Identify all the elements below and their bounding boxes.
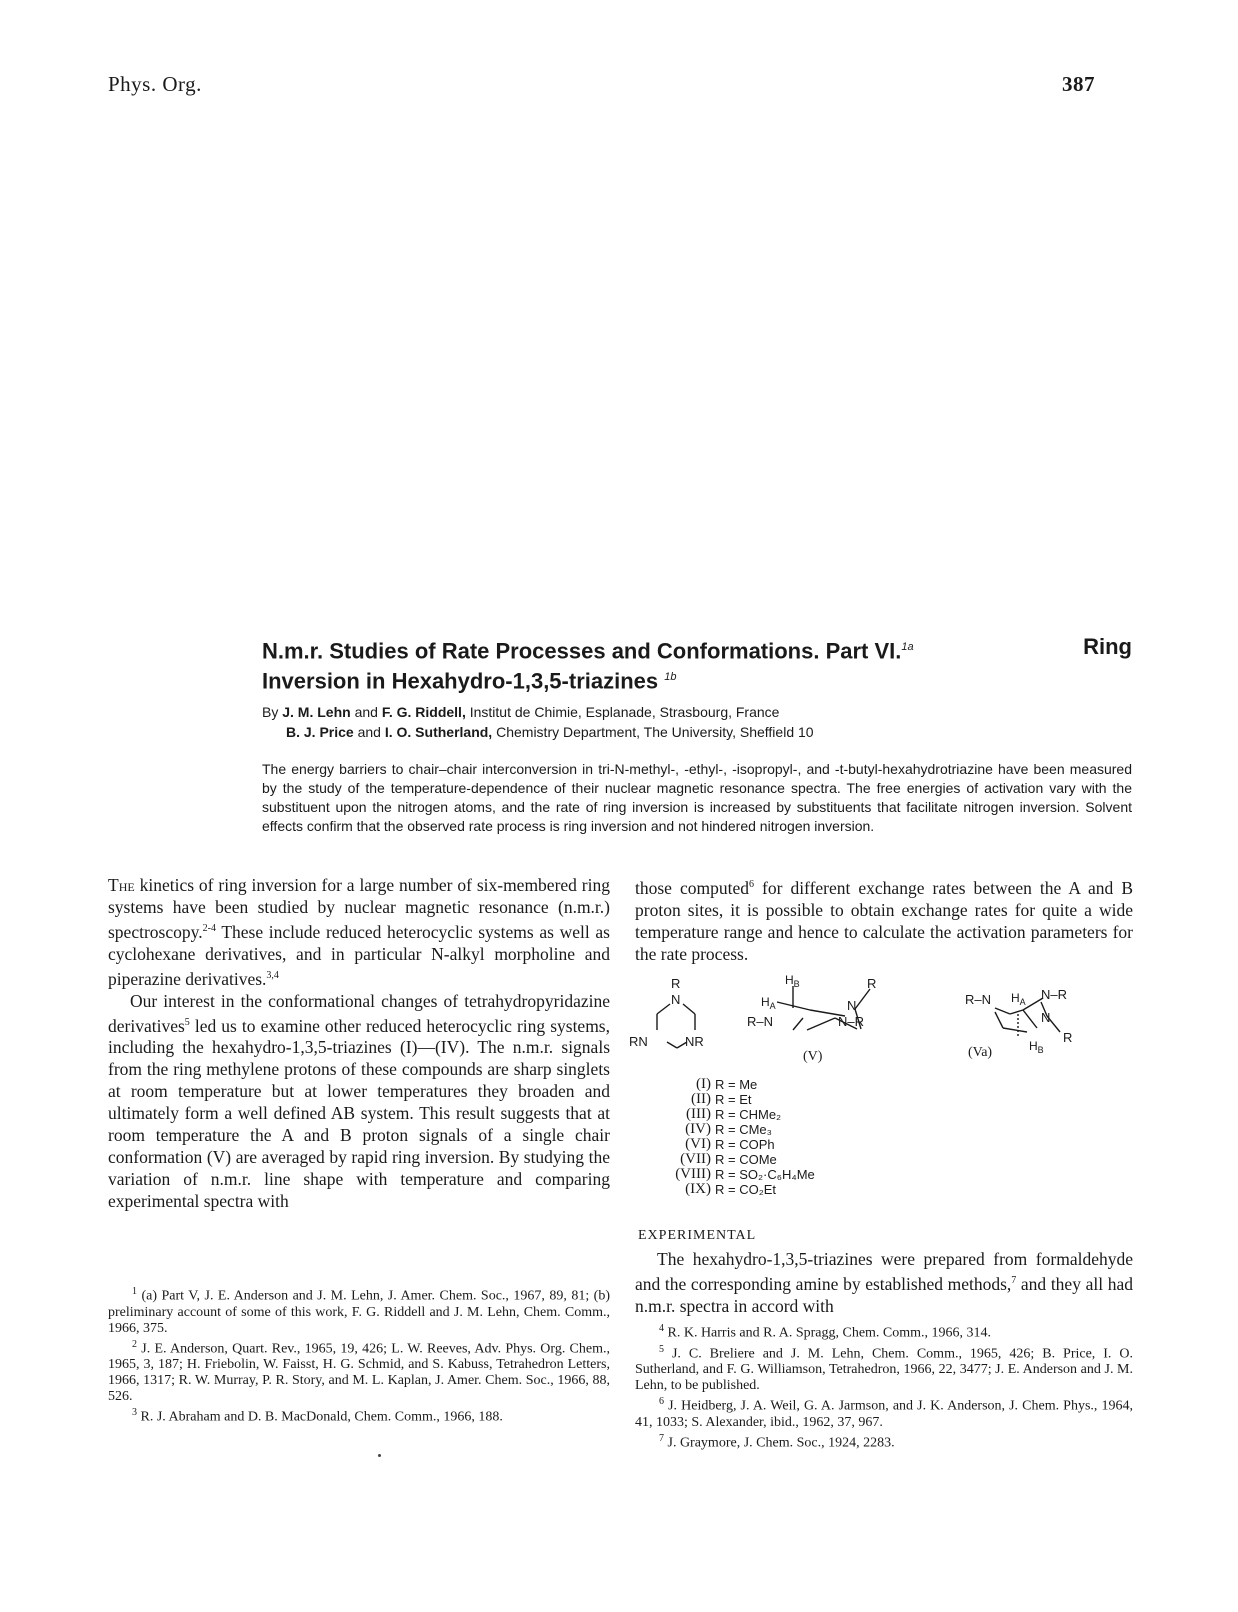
ring-r-label: R: [671, 976, 681, 991]
footnote-text: J. C. Breliere and J. M. Lehn, Chem. Comm., 1965, 426; B. Price, I. O. Sutherland, and F. G. Williamson, Tetrahedron, 1966, 22, 3477; J. E. Anderson and J. M. Lehn, to be published.: [635, 1346, 1133, 1394]
compound-label: (VIII): [675, 1166, 711, 1182]
r-value: CHMe₂: [739, 1107, 782, 1122]
bond: [855, 989, 870, 1009]
experimental-text-b: and they all had n.m.r. spectra in accord with: [635, 1273, 1133, 1316]
va-hb-sub: B: [1037, 1045, 1044, 1055]
ring-nr-label: NR: [685, 1034, 704, 1049]
substituent-row: [635, 1122, 835, 1137]
paragraph-1a: kinetics of ring inversion for a large number of six-membered ring systems have been studied by nuclear magnetic resonance (n.m.r.) spectroscopy.: [108, 875, 611, 942]
footnote: [635, 1342, 1133, 1395]
r-equals: R =: [715, 1122, 736, 1137]
substituent-row: [635, 1182, 835, 1197]
footnote-text: R. J. Abraham and D. B. MacDonald, Chem. Comm., 1966, 188.: [140, 1409, 503, 1425]
chemical-structures: [629, 973, 1135, 1084]
paragraph-r1a: those computed: [635, 877, 749, 898]
va-ha-label: [1011, 991, 1026, 1007]
paragraph-r1b: for different exchange rates between the A and B proton sites, it is possible to obtain exchange rates for quite a wide temperature range and hence to calculate the activation parameters for the rate process.: [635, 877, 1134, 964]
footnote-number: 5: [659, 1343, 664, 1355]
r-equals: R =: [715, 1107, 736, 1122]
footnote-number: 6: [659, 1396, 664, 1408]
va-r-bottom: R: [1063, 1030, 1073, 1045]
and-word: and: [357, 724, 381, 740]
va-nr-right: N–R: [1041, 987, 1068, 1002]
footnote: [635, 1321, 1133, 1342]
title-line1-end: Ring: [1083, 634, 1132, 659]
bond: [683, 1004, 695, 1014]
substituent-row: [635, 1107, 835, 1122]
affiliation-sheffield: Chemistry Department, The University, Sheffield 10: [496, 724, 814, 740]
footnotes-left: [108, 1284, 610, 1426]
page-number: 387: [1062, 72, 1095, 96]
v-hb-label: [785, 973, 800, 989]
va-ha-h: H: [1011, 991, 1020, 1005]
r-equals: R =: [715, 1077, 736, 1092]
v-hb-h: H: [785, 973, 794, 987]
body-right-column: [635, 874, 1133, 965]
va-ha-sub: A: [1019, 997, 1026, 1007]
bond: [1023, 998, 1043, 1010]
r-equals: R =: [715, 1182, 736, 1197]
bond: [807, 1018, 835, 1030]
v-hb-sub: B: [793, 979, 800, 989]
footnote-number: 4: [659, 1323, 664, 1334]
ref-5: 5: [184, 1016, 190, 1028]
compound-label: (VII): [680, 1151, 711, 1167]
ring-n-label: N: [671, 992, 681, 1007]
r-value: CMe₃: [739, 1122, 772, 1137]
bond: [657, 1004, 670, 1014]
compound-label: (I): [696, 1076, 711, 1092]
footnote-number: 1: [132, 1286, 137, 1297]
author-riddell: F. G. Riddell,: [381, 704, 466, 720]
ref-6: 6: [748, 879, 754, 890]
author-lehn: J. M. Lehn: [282, 704, 351, 720]
footnote: [635, 1431, 1133, 1452]
bond: [995, 1008, 1010, 1014]
substituent-row: [635, 1077, 835, 1092]
author-block: [262, 702, 1142, 742]
r-equals: R =: [715, 1152, 736, 1167]
substituent-row: [635, 1137, 835, 1152]
footnote: [108, 1405, 610, 1426]
bond: [995, 1012, 1003, 1028]
footnote-text: J. E. Anderson, Quart. Rev., 1965, 19, 426; L. W. Reeves, Adv. Phys. Org. Chem., 1965, 3, 187; H. Friebolin, W. Faisst, H. G. Schmid, and S. Kabuss, Tetrahedron Letters, 1966, 1317; R. W. Murray, P. R. Story, and M. L. Kaplan, J. Amer. Chem. Soc., 1966, 88, 526.: [108, 1341, 610, 1405]
structure-va-label: (Va): [968, 1045, 993, 1060]
compound-label: (III): [686, 1106, 711, 1122]
ring-rn-label: RN: [629, 1034, 648, 1049]
author-price: B. J. Price: [286, 724, 354, 740]
v-ha-sub: A: [769, 1001, 776, 1011]
bond: [1003, 1028, 1027, 1032]
compound-label: (IX): [685, 1181, 711, 1197]
ref-7: 7: [1011, 1275, 1017, 1286]
footnote-text: R. K. Harris and R. A. Spragg, Chem. Comm., 1966, 314.: [667, 1325, 992, 1341]
compound-label: (VI): [685, 1136, 711, 1152]
va-n-mid: N: [1041, 1010, 1051, 1025]
title-line1: N.m.r. Studies of Rate Processes and Conformations. Part VI.: [262, 638, 902, 664]
paragraph-2a: Our interest in the conformational changes of tetrahydropyridazine derivatives: [108, 990, 610, 1036]
author-sutherland: I. O. Sutherland,: [384, 724, 493, 740]
ref-2-4: 2-4: [202, 923, 216, 934]
v-n-top: N: [847, 998, 857, 1013]
journal-name: Phys. Org.: [108, 72, 202, 96]
ref-3-4: 3,4: [266, 969, 279, 981]
substituent-list: [635, 1077, 835, 1197]
compound-label: (II): [691, 1091, 711, 1107]
r-value: CO₂Et: [739, 1182, 777, 1197]
r-value: COMe: [739, 1152, 777, 1167]
bond: [1010, 1010, 1023, 1014]
abstract: The energy barriers to chair–chair interconversion in tri-N-methyl-, -ethyl-, -isopropyl-, and -t-butyl-hexahydrotriazine have been measured by the study of the temperature-dependence of their nuclear magnetic resonance spectra. The free energies of activation vary with the substituent upon the nitrogen atoms, and the rate of ring inversion is increased by substituents that facilitate nitrogen inversion. Solvent effects confirm that the observed rate process is ring inversion and not hindered nitrogen inversion.: [262, 761, 1132, 834]
footnote-text: J. Heidberg, J. A. Weil, G. A. Jarmson, and J. K. Anderson, J. Chem. Phys., 1964, 41, 1033; S. Alexander, ibid., 1962, 37, 967.: [635, 1398, 1133, 1430]
r-equals: R =: [715, 1167, 736, 1182]
compound-label: (IV): [685, 1121, 711, 1137]
experimental-heading: EXPERIMENTAL: [638, 1228, 757, 1243]
v-ha-h: H: [761, 995, 770, 1009]
footnotes-right: [635, 1321, 1133, 1452]
substituent-row: [635, 1152, 835, 1167]
experimental-text: [635, 1248, 1133, 1317]
substituent-row: [635, 1092, 835, 1107]
footnote-number: 3: [132, 1407, 137, 1419]
by-word: By: [262, 704, 279, 720]
r-value: COPh: [739, 1137, 775, 1152]
bond: [667, 1042, 677, 1048]
footnote-text: (a) Part V, J. E. Anderson and J. M. Lehn, J. Amer. Chem. Soc., 1967, 89, 81; (b) preliminary account of some of this work, F. G. Riddell and J. M. Lehn, Chem. Comm., 1966, 375.: [108, 1288, 610, 1336]
article-title: [262, 634, 1132, 695]
v-nr-right: N–R: [838, 1014, 865, 1029]
v-r-top: R: [867, 976, 877, 991]
body-left-column: [108, 874, 610, 1212]
title-ref-1a: 1a: [901, 641, 914, 653]
r-value: Me: [739, 1077, 758, 1092]
footnote: [108, 1337, 610, 1406]
footnote-text: J. Graymore, J. Chem. Soc., 1924, 2283.: [667, 1435, 895, 1451]
structure-v-label: (V): [803, 1049, 823, 1064]
bond: [793, 1018, 803, 1030]
paragraph-2b: led us to examine other reduced heterocyclic ring systems, including the hexahydro-1,3,5-triazines (I)—(IV). The n.m.r. signals from the ring methylene protons of these compounds are sharp singlets at room temperature but at lower temperatures they broaden and ultimately form a well defined AB system. This result suggests that at room temperature the A and B proton signals of a single chair conformation (V) are averaged by rapid ring inversion. By studying the variation of n.m.r. line shape with temperature and comparing experimental spectra with: [108, 1015, 610, 1212]
va-rn-left: R–N: [965, 992, 992, 1007]
and-word: and: [354, 704, 378, 720]
v-ha-label: [761, 995, 776, 1011]
title-line2: Inversion in Hexahydro-1,3,5-triazines: [262, 668, 659, 694]
footnote-number: 7: [659, 1432, 664, 1444]
stray-dot: [378, 1454, 381, 1457]
bond: [1023, 1010, 1037, 1028]
footnote: [635, 1394, 1133, 1431]
lead-word: The: [108, 875, 135, 895]
substituent-row: [635, 1167, 835, 1182]
paragraph-1b: These include reduced heterocyclic systems as well as cyclohexane derivatives, and in particular N-alkyl morpholine and piperazine derivatives.: [108, 921, 610, 989]
va-hb-label: [1029, 1039, 1044, 1055]
footnote-number: 2: [132, 1338, 137, 1350]
experimental-text-a: The hexahydro-1,3,5-triazines were prepared from formaldehyde and the corresponding amine by established methods,: [635, 1249, 1133, 1294]
r-value: Et: [739, 1092, 752, 1107]
title-ref-1b: 1b: [664, 671, 677, 684]
r-value: SO₂·C₆H₄Me: [739, 1167, 815, 1182]
footnote: [108, 1284, 610, 1337]
va-hb-h: H: [1029, 1039, 1038, 1053]
affiliation-strasbourg: Institut de Chimie, Esplanade, Strasbourg, France: [469, 704, 780, 720]
r-equals: R =: [715, 1137, 736, 1152]
v-rn-left: R–N: [747, 1014, 774, 1029]
r-equals: R =: [715, 1092, 736, 1107]
